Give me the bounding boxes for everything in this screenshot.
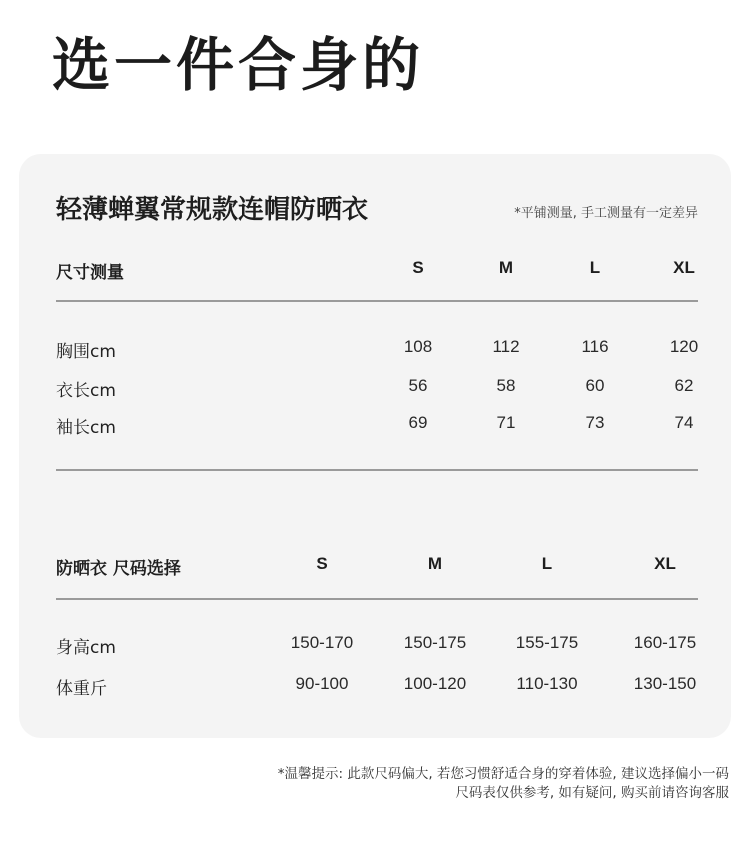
table-cell: 60	[585, 376, 605, 395]
table-cell: 62	[674, 376, 694, 395]
table-cell: 100-120	[403, 674, 467, 693]
footnote-line-1: *温馨提示: 此款尺码偏大, 若您习惯舒适合身的穿着体验, 建议选择偏小一码	[277, 766, 729, 782]
footnote	[278, 765, 729, 803]
table-cell: 160-175	[633, 633, 697, 652]
table-cell: 155-175	[515, 633, 579, 652]
table-cell: 110-130	[516, 674, 578, 693]
measurement-row-sleeve	[56, 413, 698, 437]
table-cell: 71	[496, 413, 516, 432]
table-cell: 108	[403, 337, 433, 356]
table-cell: 112	[492, 337, 520, 356]
page-title: 选一件合身的	[52, 31, 425, 99]
measurement-row-chest	[56, 337, 698, 361]
size-guide-header-row	[56, 554, 698, 578]
measurement-row-length	[56, 376, 698, 400]
size-guide-row-weight	[56, 674, 698, 698]
measurement-size-m: M	[498, 258, 514, 277]
product-name: 轻薄蝉翼常规款连帽防晒衣	[56, 195, 369, 225]
table-cell: 69	[408, 413, 428, 432]
row-label: 衣长cm	[56, 381, 116, 401]
table-cell: 120	[669, 337, 699, 356]
row-label: 体重斤	[56, 679, 107, 699]
table-cell: 58	[496, 376, 516, 395]
measurement-size-l: L	[589, 258, 601, 277]
measurement-bottom-divider	[56, 469, 698, 471]
size-guide-header-label: 防晒衣 尺码选择	[56, 559, 181, 579]
row-label: 胸围cm	[56, 342, 116, 362]
measurement-header-divider	[56, 300, 698, 302]
footnote-line-2: 尺码表仅供参考, 如有疑问, 购买前请咨询客服	[455, 785, 729, 801]
table-cell: 74	[674, 413, 694, 432]
table-cell: 150-170	[290, 633, 354, 652]
measurement-header-row	[56, 258, 698, 282]
size-guide-size-l: L	[541, 554, 553, 573]
table-cell: 56	[408, 376, 428, 395]
measure-note: *平铺测量, 手工测量有一定差异	[514, 206, 698, 221]
measurement-size-s: S	[412, 258, 424, 277]
table-cell: 130-150	[633, 674, 697, 693]
size-guide-size-xl: XL	[654, 554, 676, 573]
measurement-size-xl: XL	[673, 258, 695, 277]
size-guide-header-divider	[56, 598, 698, 600]
table-cell: 150-175	[403, 633, 467, 652]
table-cell: 116	[581, 337, 609, 356]
size-guide-size-m: M	[427, 554, 443, 573]
size-guide-row-height	[56, 633, 698, 657]
size-guide-size-s: S	[316, 554, 328, 573]
measurement-header-label: 尺寸测量	[56, 263, 124, 283]
table-cell: 73	[585, 413, 605, 432]
row-label: 身高cm	[56, 638, 116, 658]
row-label: 袖长cm	[56, 418, 116, 438]
table-cell: 90-100	[295, 674, 349, 693]
size-chart-card	[19, 154, 731, 738]
